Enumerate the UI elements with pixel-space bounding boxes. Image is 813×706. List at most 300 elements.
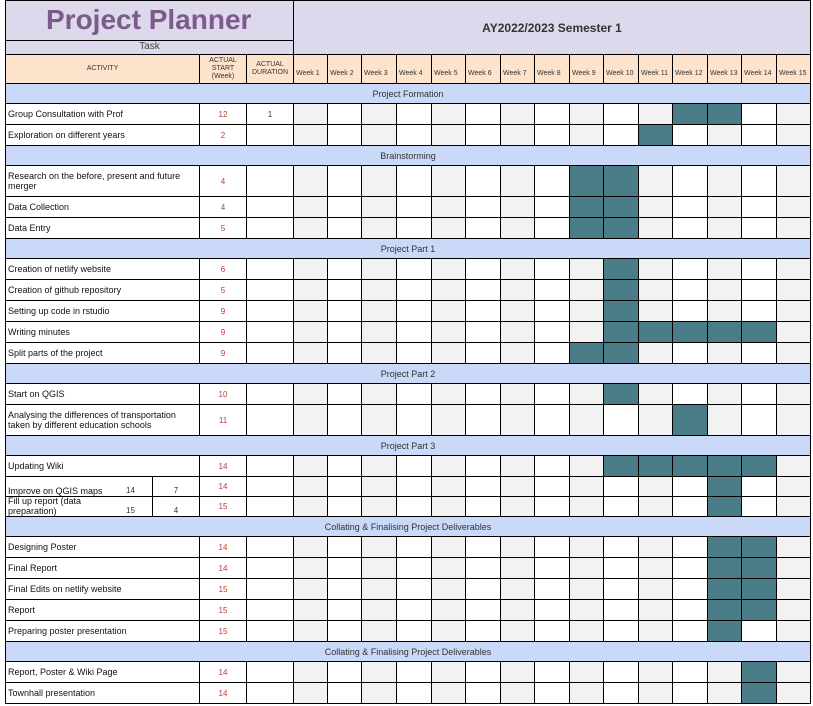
gantt-bar-cell [742,579,777,600]
gantt-bar-cell [742,558,777,579]
gantt-cell [328,600,362,621]
actual-duration-cell [247,197,294,218]
gantt-cell [432,600,466,621]
gantt-cell [673,497,708,517]
actual-start-cell: 5 [200,218,247,239]
gantt-cell [432,621,466,642]
gantt-cell [362,259,397,280]
actual-start-cell: 4 [200,197,247,218]
actual-start-cell: 4 [200,166,247,197]
gantt-cell [362,280,397,301]
gantt-cell [535,343,570,364]
activity-cell: Townhall presentation [5,683,200,704]
section-header: Project Part 1 [5,239,811,259]
gantt-cell [742,384,777,405]
gantt-cell [362,456,397,477]
gantt-cell [777,166,811,197]
gantt-cell [397,405,432,436]
gantt-bar-cell [708,579,742,600]
actual-start-cell: 5 [200,280,247,301]
gantt-cell [432,125,466,146]
gantt-cell [397,600,432,621]
gantt-cell [604,477,639,497]
gantt-cell [535,322,570,343]
gantt-cell [362,322,397,343]
gantt-cell [397,125,432,146]
gantt-cell [466,537,501,558]
actual-duration-cell [247,405,294,436]
actual-duration-cell [247,301,294,322]
gantt-bar-cell [708,621,742,642]
gantt-cell [570,477,604,497]
inner-start-value: 14 [109,477,153,497]
gantt-cell [777,322,811,343]
semester-label: AY2022/2023 Semester 1 [294,0,811,55]
actual-start-cell: 12 [200,104,247,125]
gantt-cell [501,405,535,436]
gantt-bar-cell [708,600,742,621]
section-header: Collating & Finalising Project Deliverables [5,642,811,662]
gantt-cell [362,497,397,517]
gantt-cell [639,405,673,436]
header-week-2: Week 2 [328,55,362,84]
gantt-cell [570,579,604,600]
gantt-cell [501,197,535,218]
activity-cell: Exploration on different years [5,125,200,146]
gantt-cell [639,166,673,197]
actual-duration-cell [247,322,294,343]
gantt-cell [362,343,397,364]
gantt-bar-cell [742,600,777,621]
gantt-cell [777,579,811,600]
gantt-cell [328,405,362,436]
gantt-cell [397,343,432,364]
gantt-cell [570,259,604,280]
activity-cell: Preparing poster presentation [5,621,200,642]
gantt-bar-cell [742,683,777,704]
gantt-cell [639,259,673,280]
gantt-cell [570,125,604,146]
gantt-bar-cell [673,322,708,343]
actual-start-cell: 14 [200,456,247,477]
activity-cell: Writing minutes [5,322,200,343]
gantt-cell [604,579,639,600]
gantt-cell [362,301,397,322]
gantt-bar-cell [708,477,742,497]
gantt-cell [328,558,362,579]
gantt-cell [328,218,362,239]
gantt-cell [328,537,362,558]
gantt-cell [294,280,328,301]
gantt-cell [328,621,362,642]
gantt-cell [501,218,535,239]
gantt-cell [639,497,673,517]
gantt-cell [397,259,432,280]
actual-start-cell: 14 [200,537,247,558]
gantt-cell [432,343,466,364]
gantt-cell [742,197,777,218]
gantt-cell [397,662,432,683]
inner-duration-value: 4 [153,497,200,517]
gantt-cell [328,384,362,405]
gantt-cell [466,456,501,477]
gantt-cell [294,600,328,621]
gantt-cell [535,621,570,642]
gantt-bar-cell [604,322,639,343]
gantt-cell [708,197,742,218]
gantt-cell [639,218,673,239]
activity-cell: Updating Wiki [5,456,200,477]
gantt-cell [362,104,397,125]
gantt-cell [604,125,639,146]
actual-start-cell: 15 [200,600,247,621]
activity-cell: Analysing the differences of transportation taken by different education schools [5,405,200,436]
activity-cell: Creation of github repository [5,280,200,301]
gantt-cell [570,405,604,436]
activity-cell: Creation of netlify website [5,259,200,280]
gantt-cell [294,301,328,322]
gantt-cell [535,600,570,621]
gantt-cell [294,537,328,558]
actual-duration-cell [247,600,294,621]
actual-duration-cell [247,384,294,405]
gantt-cell [466,259,501,280]
gantt-cell [673,537,708,558]
gantt-cell [570,683,604,704]
header-week-4: Week 4 [397,55,432,84]
gantt-cell [466,384,501,405]
header-week-10: Week 10 [604,55,639,84]
gantt-cell [535,259,570,280]
gantt-cell [535,218,570,239]
gantt-bar-cell [673,405,708,436]
gantt-cell [362,579,397,600]
gantt-cell [466,497,501,517]
gantt-cell [294,621,328,642]
gantt-cell [294,125,328,146]
gantt-cell [432,662,466,683]
gantt-cell [501,477,535,497]
gantt-cell [673,579,708,600]
gantt-cell [501,125,535,146]
gantt-cell [742,104,777,125]
gantt-cell [708,280,742,301]
gantt-cell [501,259,535,280]
gantt-cell [397,558,432,579]
gantt-cell [362,166,397,197]
gantt-bar-cell [708,558,742,579]
gantt-cell [362,621,397,642]
gantt-cell [742,218,777,239]
gantt-cell [397,497,432,517]
gantt-cell [466,662,501,683]
gantt-bar-cell [604,456,639,477]
gantt-cell [708,125,742,146]
actual-start-cell: 15 [200,497,247,517]
gantt-cell [397,621,432,642]
gantt-cell [604,558,639,579]
gantt-bar-cell [570,197,604,218]
gantt-cell [294,343,328,364]
gantt-cell [708,259,742,280]
gantt-cell [362,384,397,405]
gantt-bar-cell [570,218,604,239]
gantt-bar-cell [604,259,639,280]
gantt-cell [466,621,501,642]
gantt-bar-cell [708,322,742,343]
actual-duration-cell [247,621,294,642]
gantt-cell [362,405,397,436]
gantt-cell [639,104,673,125]
header-week-3: Week 3 [362,55,397,84]
gantt-cell [328,125,362,146]
header-week-6: Week 6 [466,55,501,84]
actual-duration-cell [247,259,294,280]
gantt-bar-cell [742,537,777,558]
gantt-bar-cell [673,104,708,125]
gantt-cell [535,662,570,683]
gantt-cell [777,280,811,301]
gantt-cell [362,477,397,497]
gantt-cell [501,166,535,197]
gantt-bar-cell [604,301,639,322]
actual-duration-cell [247,497,294,517]
gantt-cell [742,125,777,146]
gantt-cell [777,662,811,683]
gantt-cell [673,621,708,642]
gantt-bar-cell [604,218,639,239]
header-actual-start: ACTUAL START (Week) [200,55,247,84]
gantt-cell [639,477,673,497]
header-week-14: Week 14 [742,55,777,84]
gantt-cell [501,497,535,517]
gantt-cell [777,218,811,239]
gantt-bar-cell [604,343,639,364]
gantt-cell [777,477,811,497]
actual-duration-cell [247,477,294,497]
gantt-cell [294,104,328,125]
gantt-cell [432,579,466,600]
gantt-cell [397,384,432,405]
section-header: Collating & Finalising Project Deliverables [5,517,811,537]
gantt-cell [673,125,708,146]
gantt-cell [466,197,501,218]
gantt-cell [777,405,811,436]
gantt-cell [466,125,501,146]
gantt-cell [777,259,811,280]
activity-cell: Group Consultation with Prof [5,104,200,125]
gantt-cell [294,662,328,683]
activity-cell: Data Entry [5,218,200,239]
gantt-cell [604,621,639,642]
gantt-cell [397,301,432,322]
gantt-bar-cell [708,104,742,125]
gantt-cell [432,456,466,477]
actual-start-cell: 9 [200,322,247,343]
gantt-cell [328,166,362,197]
gantt-cell [432,104,466,125]
gantt-cell [501,104,535,125]
actual-start-cell: 14 [200,477,247,497]
gantt-cell [604,104,639,125]
gantt-bar-cell [742,456,777,477]
gantt-cell [777,125,811,146]
gantt-cell [639,343,673,364]
gantt-cell [535,280,570,301]
gantt-cell [294,384,328,405]
header-week-7: Week 7 [501,55,535,84]
gantt-cell [639,537,673,558]
actual-duration-cell [247,558,294,579]
gantt-cell [604,405,639,436]
gantt-cell [328,301,362,322]
section-header: Brainstorming [5,146,811,166]
gantt-cell [432,280,466,301]
gantt-cell [328,456,362,477]
gantt-cell [639,600,673,621]
gantt-cell [535,477,570,497]
gantt-cell [466,683,501,704]
gantt-cell [466,104,501,125]
gantt-cell [501,579,535,600]
gantt-cell [570,497,604,517]
gantt-cell [294,456,328,477]
gantt-cell [432,259,466,280]
gantt-cell [294,259,328,280]
gantt-cell [570,621,604,642]
gantt-cell [397,579,432,600]
gantt-cell [501,301,535,322]
gantt-bar-cell [639,322,673,343]
actual-start-cell: 10 [200,384,247,405]
gantt-cell [466,343,501,364]
actual-start-cell: 15 [200,579,247,600]
gantt-cell [397,322,432,343]
section-header: Project Formation [5,84,811,104]
actual-start-cell: 14 [200,558,247,579]
activity-cell: Split parts of the project [5,343,200,364]
actual-duration-cell [247,343,294,364]
gantt-cell [362,218,397,239]
gantt-cell [397,537,432,558]
gantt-cell [501,600,535,621]
gantt-cell [294,166,328,197]
gantt-cell [777,600,811,621]
gantt-cell [777,456,811,477]
gantt-cell [362,683,397,704]
header-actual-duration: ACTUAL DURATION [247,55,294,84]
gantt-cell [708,218,742,239]
gantt-cell [466,280,501,301]
gantt-cell [432,301,466,322]
actual-duration-cell [247,166,294,197]
gantt-cell [328,280,362,301]
gantt-bar-cell [570,343,604,364]
gantt-cell [328,322,362,343]
gantt-cell [328,477,362,497]
gantt-bar-cell [639,456,673,477]
gantt-cell [535,537,570,558]
gantt-cell [604,600,639,621]
gantt-cell [501,384,535,405]
actual-start-cell: 14 [200,662,247,683]
activity-cell: Improve on QGIS maps [5,477,109,497]
gantt-cell [362,197,397,218]
actual-start-cell: 15 [200,621,247,642]
activity-cell: Research on the before, present and future merger [5,166,200,197]
actual-duration-cell [247,456,294,477]
gantt-cell [466,166,501,197]
gantt-cell [432,405,466,436]
gantt-cell [535,384,570,405]
gantt-cell [397,197,432,218]
gantt-cell [294,197,328,218]
gantt-cell [604,537,639,558]
gantt-cell [535,104,570,125]
gantt-cell [673,301,708,322]
gantt-cell [328,662,362,683]
header-week-1: Week 1 [294,55,328,84]
title-cell [5,0,294,41]
gantt-cell [362,558,397,579]
gantt-cell [466,301,501,322]
gantt-cell [432,497,466,517]
gantt-cell [432,322,466,343]
gantt-cell [328,259,362,280]
activity-cell: Final Report [5,558,200,579]
gantt-cell [294,579,328,600]
gantt-cell [673,259,708,280]
gantt-cell [535,197,570,218]
activity-cell: Setting up code in rstudio [5,301,200,322]
gantt-bar-cell [673,456,708,477]
gantt-cell [328,497,362,517]
actual-duration-cell [247,662,294,683]
gantt-cell [328,343,362,364]
gantt-cell [742,497,777,517]
page-title: Project Planner [46,4,252,35]
gantt-bar-cell [708,456,742,477]
gantt-cell [328,683,362,704]
gantt-cell [397,104,432,125]
gantt-cell [777,384,811,405]
activity-cell: Fill up report (data preparation) [5,497,109,517]
gantt-cell [501,322,535,343]
gantt-cell [432,218,466,239]
gantt-cell [777,197,811,218]
gantt-cell [708,343,742,364]
task-label: Task [5,41,294,55]
gantt-cell [328,197,362,218]
gantt-cell [466,579,501,600]
gantt-cell [639,197,673,218]
gantt-cell [432,537,466,558]
actual-start-cell: 2 [200,125,247,146]
gantt-bar-cell [604,197,639,218]
gantt-cell [604,662,639,683]
gantt-bar-cell [742,662,777,683]
gantt-cell [535,405,570,436]
actual-duration-cell [247,125,294,146]
gantt-cell [639,280,673,301]
gantt-cell [328,579,362,600]
gantt-cell [673,166,708,197]
gantt-cell [432,477,466,497]
gantt-cell [570,456,604,477]
gantt-cell [570,537,604,558]
activity-cell: Data Collection [5,197,200,218]
activity-cell: Report, Poster & Wiki Page [5,662,200,683]
